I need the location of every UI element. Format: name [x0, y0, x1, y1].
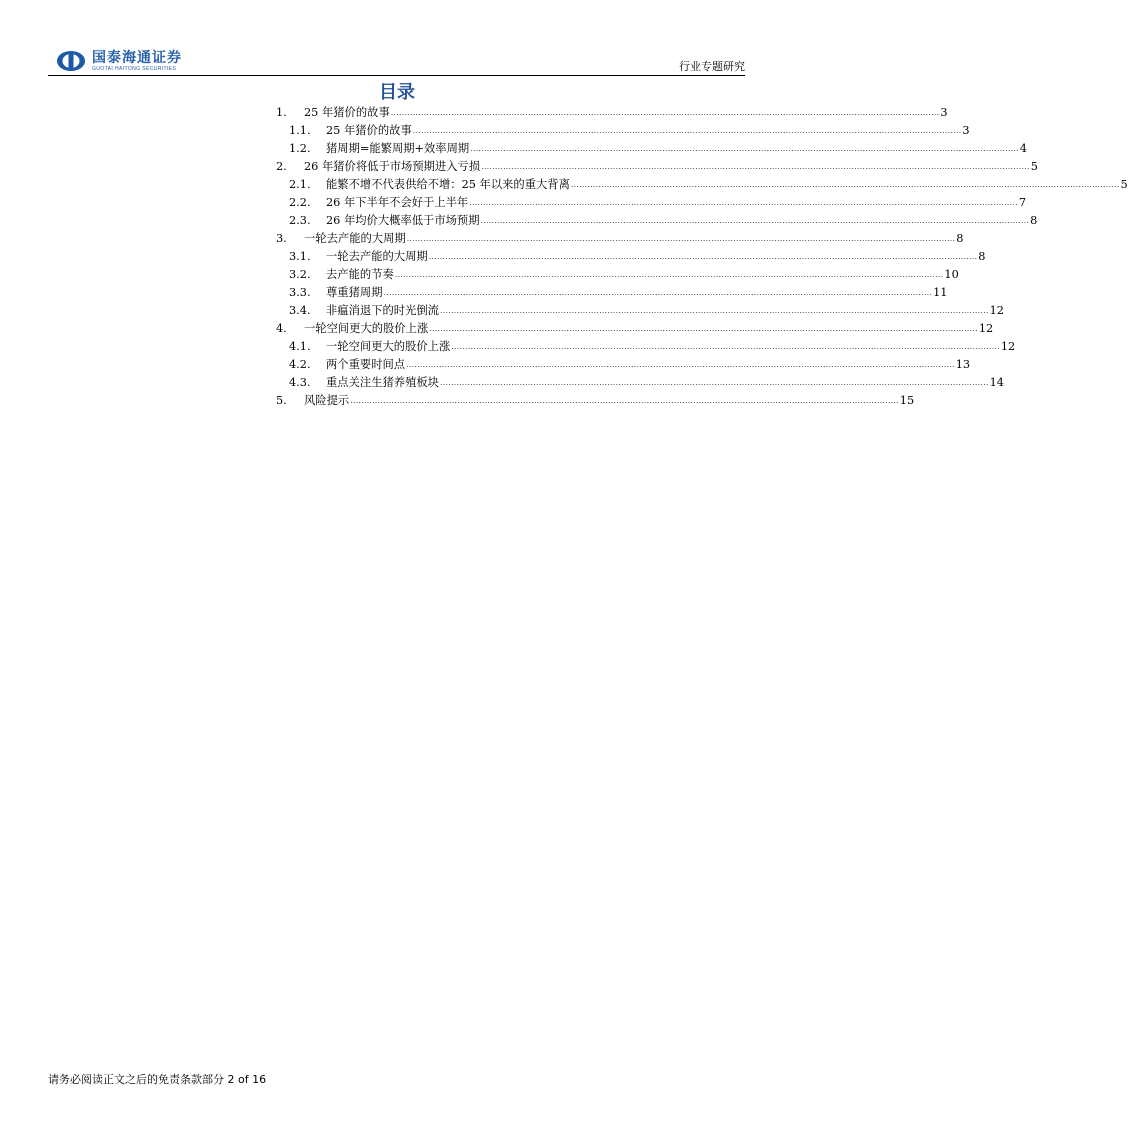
toc-entry[interactable] — [276, 104, 948, 122]
toc-leader-dots: ........................................................................................................................................................................................................ — [469, 198, 1018, 207]
toc-entry-number: 2.3. — [289, 214, 311, 227]
logo-chinese-name: 国泰海通证券 — [92, 49, 182, 66]
logo-icon — [56, 50, 86, 72]
toc-entry[interactable] — [276, 374, 1004, 392]
toc-entry-number: 2.2. — [289, 196, 311, 209]
toc-entry-number: 1.1. — [289, 124, 311, 137]
page-footer: 请务必阅读正文之后的免责条款部分 2 of 16 — [48, 1073, 267, 1086]
toc-entry[interactable] — [276, 338, 1016, 356]
toc-entry-label: 能繁不增不代表供给不增：25 年以来的重大背离 — [326, 178, 570, 191]
toc-leader-dots: ........................................................................................................................................................................................................ — [428, 252, 978, 261]
toc-entry-number: 4. — [276, 322, 287, 335]
toc-entry-label: 尊重猪周期 — [326, 286, 383, 299]
toc-entry-number: 4.1. — [289, 340, 311, 353]
toc-entry[interactable] — [276, 356, 971, 374]
toc-leader-dots: ........................................................................................................................................................................................................ — [412, 126, 962, 135]
table-of-contents — [276, 104, 1128, 410]
toc-leader-dots: ........................................................................................................................................................................................................ — [390, 108, 940, 117]
toc-entry-page: 15 — [899, 394, 915, 407]
toc-entry-label: 风险提示 — [304, 394, 350, 407]
toc-entry-label: 重点关注生猪养殖板块 — [326, 376, 439, 389]
toc-entry-page: 3 — [962, 124, 970, 137]
toc-entry-page: 5 — [1030, 160, 1038, 173]
toc-entry-page: 14 — [989, 376, 1004, 389]
report-type-label: 行业专题研究 — [679, 60, 745, 73]
toc-entry-label: 26 年下半年不会好于上半年 — [326, 196, 469, 209]
toc-entry-number: 2. — [276, 160, 287, 173]
toc-entry-label: 一轮去产能的大周期 — [304, 232, 406, 245]
toc-entry[interactable] — [276, 176, 1128, 194]
toc-leader-dots: ........................................................................................................................................................................................................ — [481, 162, 1030, 171]
toc-entry-label: 一轮去产能的大周期 — [326, 250, 428, 263]
toc-leader-dots: ........................................................................................................................................................................................................ — [439, 306, 989, 315]
toc-entry-label: 猪周期=能繁周期+效率周期 — [326, 142, 470, 155]
toc-entry-label: 两个重要时间点 — [326, 358, 406, 371]
toc-leader-dots: ........................................................................................................................................................................................................ — [451, 342, 1000, 351]
toc-entry-number: 3.1. — [289, 250, 311, 263]
toc-entry-page: 8 — [978, 250, 986, 263]
toc-entry-label: 一轮空间更大的股价上涨 — [326, 340, 451, 353]
logo-english-name: GUOTAI HAITONG SECURITIES — [92, 65, 177, 72]
toc-leader-dots: ........................................................................................................................................................................................................ — [406, 360, 955, 369]
toc-leader-dots: ........................................................................................................................................................................................................ — [570, 180, 1120, 189]
toc-entry-label: 25 年猪价的故事 — [326, 124, 412, 137]
toc-entry-label: 非瘟消退下的时光倒流 — [326, 304, 439, 317]
toc-leader-dots: ........................................................................................................................................................................................................ — [480, 216, 1030, 225]
toc-entry[interactable] — [276, 230, 964, 248]
toc-entry-page: 3 — [940, 106, 948, 119]
toc-title: 目录 — [379, 82, 415, 103]
toc-entry-number: 1. — [276, 106, 287, 119]
toc-entry[interactable] — [276, 266, 959, 284]
toc-leader-dots: ........................................................................................................................................................................................................ — [406, 234, 956, 243]
toc-entry-number: 3.3. — [289, 286, 311, 299]
toc-entry-label: 一轮空间更大的股价上涨 — [304, 322, 429, 335]
toc-entry-number: 1.2. — [289, 142, 311, 155]
toc-entry-page: 8 — [1030, 214, 1038, 227]
toc-entry-page: 12 — [978, 322, 994, 335]
company-logo — [56, 50, 182, 72]
toc-entry-number: 2.1. — [289, 178, 311, 191]
toc-leader-dots: ........................................................................................................................................................................................................ — [350, 396, 899, 405]
toc-leader-dots: ........................................................................................................................................................................................................ — [439, 378, 989, 387]
toc-leader-dots: ........................................................................................................................................................................................................ — [470, 144, 1019, 153]
toc-entry-number: 4.2. — [289, 358, 311, 371]
toc-entry-page: 5 — [1120, 178, 1128, 191]
toc-entry-page: 8 — [956, 232, 964, 245]
toc-leader-dots: ........................................................................................................................................................................................................ — [394, 270, 944, 279]
toc-entry[interactable] — [276, 392, 915, 410]
toc-entry-label: 去产能的节奏 — [326, 268, 394, 281]
toc-leader-dots: ........................................................................................................................................................................................................ — [383, 288, 933, 297]
header-divider — [48, 75, 745, 76]
toc-entry[interactable] — [276, 122, 970, 140]
toc-entry-number: 3.4. — [289, 304, 311, 317]
toc-entry-number: 5. — [276, 394, 287, 407]
toc-entry-label: 26 年猪价将低于市场预期进入亏损 — [304, 160, 481, 173]
toc-entry-page: 7 — [1018, 196, 1027, 209]
toc-entry[interactable] — [276, 320, 994, 338]
toc-entry-page: 11 — [933, 286, 948, 299]
toc-entry[interactable] — [276, 140, 1027, 158]
toc-leader-dots: ........................................................................................................................................................................................................ — [429, 324, 978, 333]
toc-entry-label: 25 年猪价的故事 — [304, 106, 390, 119]
toc-entry[interactable] — [276, 302, 1004, 320]
toc-entry-page: 4 — [1019, 142, 1027, 155]
toc-entry-number: 3. — [276, 232, 287, 245]
toc-entry-page: 10 — [944, 268, 959, 281]
toc-entry-number: 4.3. — [289, 376, 311, 389]
page-header — [48, 46, 745, 76]
toc-entry-label: 26 年均价大概率低于市场预期 — [326, 214, 480, 227]
toc-entry-page: 12 — [1000, 340, 1016, 353]
toc-entry[interactable] — [276, 158, 1038, 176]
toc-entry[interactable] — [276, 212, 1038, 230]
toc-entry[interactable] — [276, 194, 1027, 212]
toc-entry-page: 12 — [989, 304, 1004, 317]
toc-entry-number: 3.2. — [289, 268, 311, 281]
toc-entry[interactable] — [276, 284, 948, 302]
toc-entry-page: 13 — [955, 358, 971, 371]
toc-entry[interactable] — [276, 248, 986, 266]
